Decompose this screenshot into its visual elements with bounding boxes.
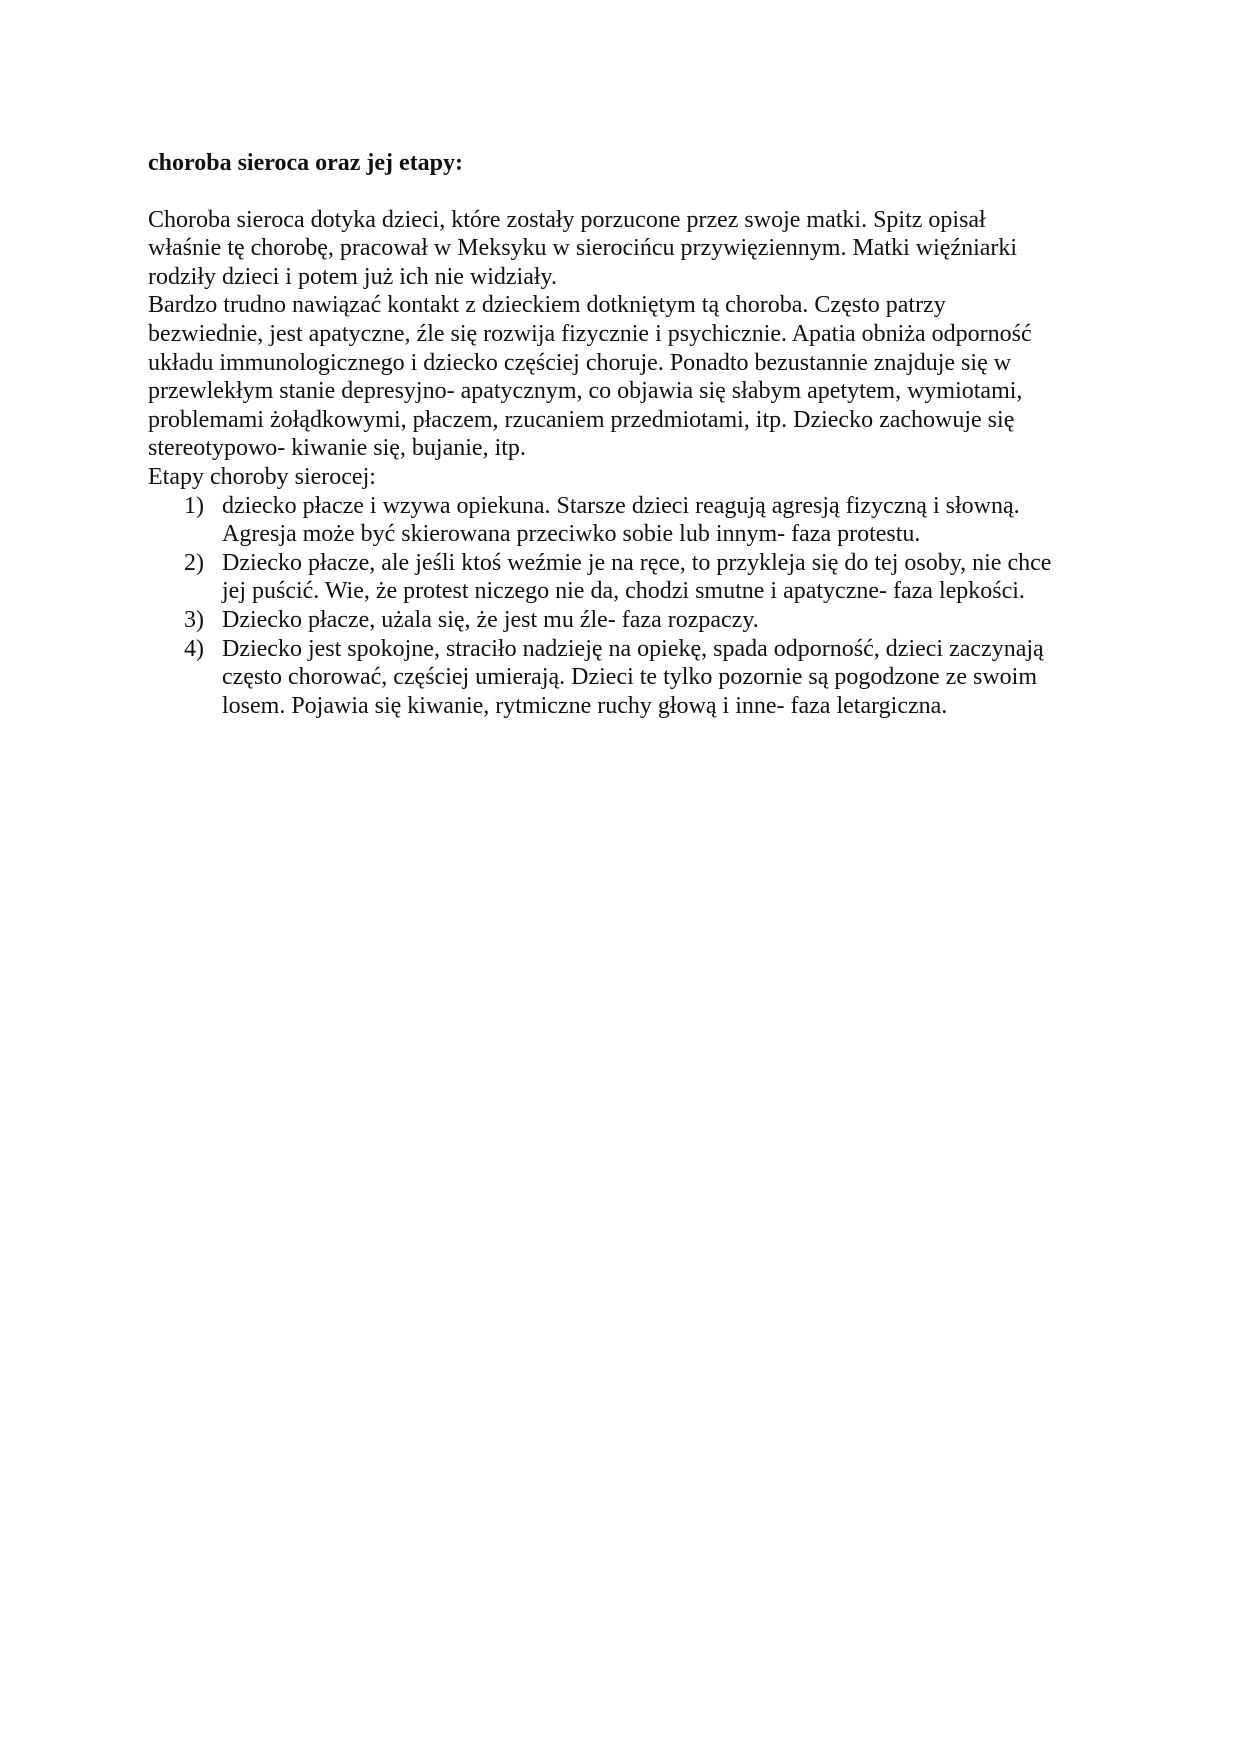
text-line: bezwiednie, jest apatyczne, źle się rozwija fizycznie i psychicznie. Apatia obniża odporność xyxy=(148,320,1032,347)
list-number: 2) xyxy=(184,549,204,576)
list-item xyxy=(148,492,1108,549)
text-line: Dziecko płacze, ale jeśli ktoś weźmie je na ręce, to przykleja się do tej osoby, nie chce xyxy=(222,549,1052,576)
paragraph-symptoms xyxy=(148,291,1108,463)
text-line: układu immunologicznego i dziecko częściej choruje. Ponadto bezustannie znajduje się w xyxy=(148,349,1012,376)
text-line: Choroba sieroca dotyka dzieci, które zostały porzucone przez swoje matki. Spitz opisał xyxy=(148,206,986,233)
list-number: 1) xyxy=(184,492,204,519)
text-line: właśnie tę chorobę, pracował w Meksyku w sierocińcu przywięziennym. Matki więźniarki xyxy=(148,235,1018,262)
text-line: przewlekłym stanie depresyjno- apatycznym, co objawia się słabym apetytem, wymiotami, xyxy=(148,378,1023,405)
text-line: Agresja może być skierowana przeciwko sobie lub innym- faza protestu. xyxy=(222,521,921,548)
document-title: choroba sieroca oraz jej etapy: xyxy=(148,150,464,176)
list-item xyxy=(148,635,1108,721)
text-line: problemami żołądkowymi, płaczem, rzucaniem przedmiotami, itp. Dziecko zachowuje się xyxy=(148,406,1015,433)
list-number: 4) xyxy=(184,635,204,662)
text-line: Bardzo trudno nawiązać kontakt z dzieckiem dotkniętym tą choroba. Często patrzy xyxy=(148,292,946,319)
text-line: Dziecko jest spokojne, straciło nadzieję na opiekę, spada odporność, dzieci zaczynają xyxy=(222,635,1044,662)
text-line: dziecko płacze i wzywa opiekuna. Starsze dzieci reagują agresją fizyczną i słowną. xyxy=(222,492,1020,519)
list-item xyxy=(148,549,1108,606)
list-number: 3) xyxy=(184,606,204,633)
text-line: losem. Pojawia się kiwanie, rytmiczne ruchy głową i inne- faza letargiczna. xyxy=(222,692,948,719)
text-line: Dziecko płacze, użala się, że jest mu źle- faza rozpaczy. xyxy=(222,606,759,633)
text-line: rodziły dzieci i potem już ich nie widziały. xyxy=(148,263,557,290)
list-item xyxy=(148,606,1108,635)
paragraph-intro xyxy=(148,206,1108,292)
document-page xyxy=(148,149,1108,720)
text-line: jej puścić. Wie, że protest niczego nie da, chodzi smutne i apatyczne- faza lepkości. xyxy=(222,578,1025,605)
text-line: często chorować, częściej umierają. Dzieci te tylko pozornie są pogodzone ze swoim xyxy=(222,664,1037,691)
list-heading: Etapy choroby sierocej: xyxy=(148,463,376,490)
text-line: stereotypowo- kiwanie się, bujanie, itp. xyxy=(148,435,526,462)
stages-list xyxy=(148,492,1108,721)
